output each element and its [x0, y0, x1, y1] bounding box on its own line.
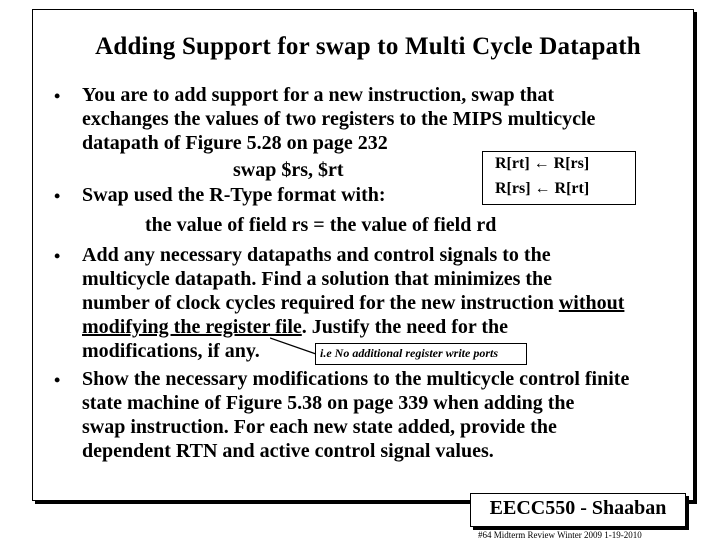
slide-title: Adding Support for swap to Multi Cycle Datapath [95, 33, 641, 60]
bullet3-line5: modifications, if any. [82, 340, 260, 362]
bullet-marker: • [54, 86, 61, 106]
bullet3-line2: multicycle datapath. Find a solution that minimizes the [82, 268, 553, 290]
rtn-line-2: R[rs] ← R[rt] [495, 180, 590, 197]
bullet3-line3 [82, 292, 624, 315]
bullet1-line2: exchanges the values of two registers to the MIPS multicycle [82, 108, 596, 130]
bullet4-line3: swap instruction. For each new state added, provide the [82, 416, 557, 438]
rtn-box [482, 151, 636, 205]
callout-note-text: i.e No additional register write ports [320, 346, 499, 360]
bullet2-line1: Swap used the R-Type format with: [82, 184, 386, 206]
bullet2-line2: the value of field rs = the value of field rd [145, 214, 497, 236]
bullet1-line3: datapath of Figure 5.28 on page 232 [82, 132, 388, 154]
bullet3-line1: Add any necessary datapaths and control signals to the [82, 244, 551, 266]
bullet4-line1: Show the necessary modifications to the multicycle control finite [82, 368, 630, 390]
callout-connector [270, 336, 318, 356]
bullet3-line4-text: . Justify the need for the [301, 316, 509, 338]
bullet-marker: • [54, 370, 61, 390]
bullet4-line4: dependent RTN and active control signal values. [82, 440, 494, 462]
footer-course-label: EECC550 - Shaaban [489, 497, 667, 519]
bullet-marker: • [54, 246, 61, 266]
footer-slide-info: #64 Midterm Review Winter 2009 1-19-2010 [478, 530, 642, 540]
bullet4-line2: state machine of Figure 5.38 on page 339 when adding the [82, 392, 575, 414]
callout-note-box [315, 343, 527, 365]
emphasis-modifying-register-file: modifying the register file [82, 316, 302, 338]
bullet1-line1: You are to add support for a new instruction, swap that [82, 84, 555, 106]
emphasis-without: without [558, 292, 625, 314]
swap-syntax: swap $rs, $rt [233, 159, 344, 181]
rtn-line-1: R[rt] ← R[rs] [495, 155, 590, 172]
bullet3-line3-text: number of clock cycles required for the new instruction [82, 292, 559, 314]
footer-course-box [470, 493, 686, 527]
bullet-marker: • [54, 186, 61, 206]
